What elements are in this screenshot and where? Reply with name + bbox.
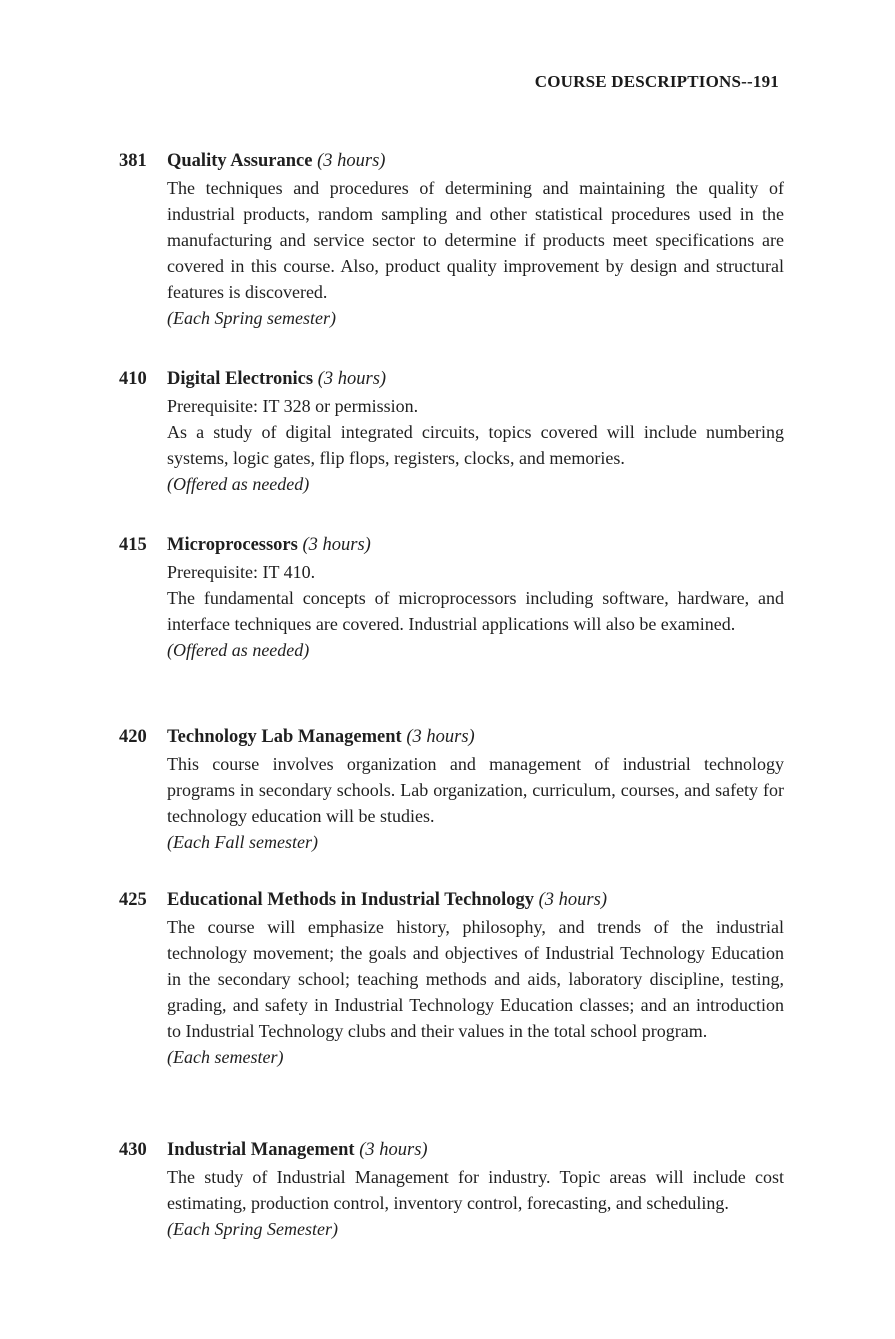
course-body [167, 393, 784, 497]
course-body [167, 559, 784, 663]
course-entry-410 [119, 366, 784, 497]
course-title: Educational Methods in Industrial Technology [167, 890, 535, 910]
course-title: Microprocessors [167, 535, 298, 555]
course-entry-430 [119, 1137, 784, 1242]
course-title-line [167, 1137, 428, 1164]
course-hours: (3 hours) [317, 369, 387, 389]
course-number: 425 [119, 890, 147, 910]
course-entry-420 [119, 724, 784, 855]
course-title-line [167, 366, 386, 393]
course-hours: (3 hours) [302, 535, 371, 555]
course-description: The course will emphasize history, philosophy, and trends of the industrial technology movement; the goals and objectives of Industrial Technology Education in the secondary school; teaching methods and aids, laboratory discipline, testing, grading, and safety in Industrial Technology Education classes; and an introduction to Industrial Technology clubs and their values in the total school program. [167, 917, 784, 1041]
course-offered: (Each semester) [167, 1047, 284, 1067]
course-offered: (Offered as needed) [167, 474, 310, 494]
course-number: 430 [119, 1140, 147, 1160]
course-offered: (Each Fall semester) [167, 832, 318, 852]
course-heading [119, 887, 784, 914]
course-body [167, 914, 784, 1070]
course-description: The techniques and procedures of determining and maintaining the quality of industrial products, random sampling and other statistical procedures used in the manufacturing and service sector to determine if products meet specifications are covered in this course. Also, product quality improvement by design and structural features is discovered. [167, 178, 784, 302]
course-heading [119, 724, 784, 751]
course-heading [119, 148, 784, 175]
course-title: Industrial Management [167, 1140, 355, 1160]
course-body [167, 751, 784, 855]
course-offered: (Each Spring semester) [167, 308, 336, 328]
course-title: Digital Electronics [167, 369, 314, 389]
course-description: The study of Industrial Management for industry. Topic areas will include cost estimating, production control, inventory control, forecasting, and scheduling. [167, 1167, 784, 1213]
course-hours: (3 hours) [538, 890, 607, 910]
course-entry-381 [119, 148, 784, 331]
running-header: COURSE DESCRIPTIONS--191 [534, 72, 779, 91]
course-number: 420 [119, 727, 147, 747]
course-entry-425 [119, 887, 784, 1070]
course-title-line [167, 148, 385, 175]
course-prerequisite: Prerequisite: IT 328 or permission. [167, 396, 419, 416]
course-body [167, 1164, 784, 1242]
course-offered: (Offered as needed) [167, 640, 310, 660]
course-heading [119, 532, 784, 559]
course-prerequisite: Prerequisite: IT 410. [167, 562, 316, 582]
course-title-line [167, 532, 371, 559]
course-heading [119, 366, 784, 393]
course-offered: (Each Spring Semester) [167, 1219, 338, 1239]
course-description: The fundamental concepts of microprocessors including software, hardware, and interface techniques are covered. Industrial applications will also be examined. [167, 588, 784, 634]
course-description: As a study of digital integrated circuits, topics covered will include numbering systems, logic gates, flip flops, registers, clocks, and memories. [167, 422, 784, 468]
course-heading [119, 1137, 784, 1164]
course-number: 415 [119, 535, 147, 555]
course-description: This course involves organization and management of industrial technology programs in secondary schools. Lab organization, curriculum, courses, and safety for technology education will be studies. [167, 754, 784, 826]
course-number: 410 [119, 369, 147, 389]
course-hours: (3 hours) [406, 727, 475, 747]
course-number: 381 [119, 151, 147, 171]
course-title: Technology Lab Management [167, 727, 402, 747]
course-hours: (3 hours) [359, 1140, 428, 1160]
course-body [167, 175, 784, 331]
course-entry-415 [119, 532, 784, 663]
course-title: Quality Assurance [167, 151, 313, 171]
course-title-line [167, 724, 475, 751]
course-hours: (3 hours) [317, 151, 386, 171]
course-title-line [167, 887, 607, 914]
